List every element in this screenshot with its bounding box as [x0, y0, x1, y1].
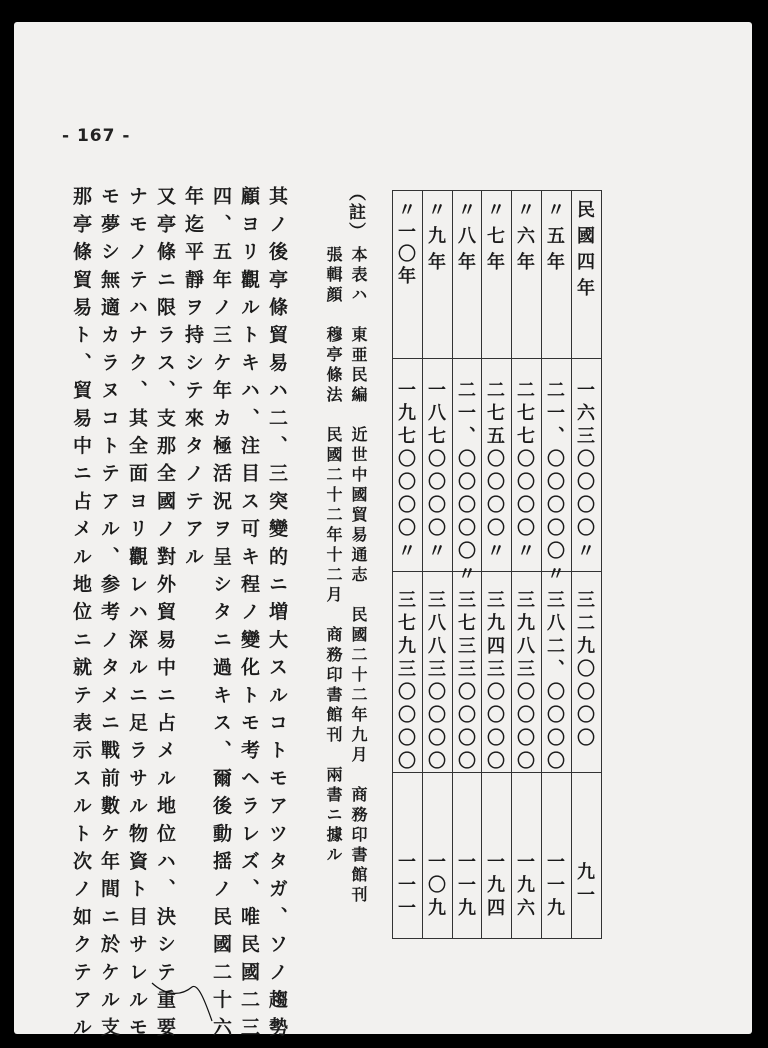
table-cell-value-a: 一八七〇〇〇〇〃 [425, 380, 446, 564]
ink-mark [150, 975, 230, 1025]
body-text-line: 年迄平靜ヲ持シテ來タノテアル [182, 186, 204, 574]
body-text-line: 其ノ後亭條貿易ハ二、三突變的ニ増大スルコトモアツタガ、ソノ趨勢 [266, 186, 288, 1045]
table-cell-year: 〃六年 [514, 200, 535, 278]
table-cell-value-b: 三九四三〇〇〇〇 [484, 590, 505, 774]
body-text-line: ナモノテハナク、其全面ヨリ觀レハ深ルニ足ラサル物資ト目サレルモ [126, 186, 148, 1045]
table-cell-value-c: 九一 [574, 862, 595, 908]
table-cell-value-a: 一九七〇〇〇〇〃 [395, 380, 416, 564]
table-cell-value-b: 三七三三〇〇〇〇 [455, 590, 476, 774]
table-cell-year: 〃九年 [425, 200, 446, 278]
body-text-line: 又亭條ニ限ラス、支那全國ノ對外貿易中ニ占メル地位ハ、決シテ重要 [154, 186, 176, 1045]
page-number: - 167 - [62, 126, 131, 146]
body-text-line: 顧ヨリ觀ルトキハ、注目ス可キ程ノ變化トモ考ヘラレズ、唯民國二三 [238, 186, 260, 1045]
body-text-line: モ夢シ無適カラヌコトテアル、参考ノタメニ戰前數ケ年間ニ於ケル支 [98, 186, 120, 1045]
table-cell-value-a: 二一、〇〇〇〇〇〃 [455, 380, 476, 587]
note-line: 張輯顔 穆亭條法 民國二十二年十二月 商務印書館刊 兩書ニ據ル [324, 246, 343, 866]
table-cell-value-a: 二七五〇〇〇〇〃 [484, 380, 505, 564]
table-cell-value-b: 三八八三〇〇〇〇 [425, 590, 446, 774]
table-cell-value-b: 三八二、〇〇〇〇 [544, 590, 565, 774]
table-cell-year: 〃八年 [455, 200, 476, 278]
note-line: 本表ハ 東亜民編 近世中國貿易通志 民國二十二年九月 商務印書館刊 [349, 246, 368, 906]
table-cell-year: 〃一〇年 [395, 200, 416, 288]
document-page [14, 22, 752, 1034]
table-cell-value-c: 一〇九 [425, 852, 446, 921]
table-cell-year: 民國四年 [574, 200, 595, 304]
table-cell-value-b: 三九八三〇〇〇〇 [514, 590, 535, 774]
table-cell-value-c: 一一九 [544, 852, 565, 921]
table-cell-year: 〃五年 [544, 200, 565, 278]
table-cell-value-b: 三七九三〇〇〇〇 [395, 590, 416, 774]
table-cell-value-b: 三二九〇〇〇〇 [574, 590, 595, 751]
table-cell-value-a: 一六三〇〇〇〇〃 [574, 380, 595, 564]
table-cell-year: 〃七年 [484, 200, 505, 278]
table-cell-value-a: 二一、〇〇〇〇〇〃 [544, 380, 565, 587]
body-text-line: 四、五年ノ三ケ年カ極活況ヲ呈シタニ過キス、爾後動揺ノ民國二十六 [210, 186, 232, 1045]
note-label: （註） [345, 184, 365, 241]
table-cell-value-c: 一一一 [395, 852, 416, 921]
body-text-line: 那亭條貿易ト、貿易中ニ占メル地位ニ就テ表示スルト次ノ如クテアル [70, 186, 92, 1045]
table-cell-value-a: 二七七〇〇〇〇〃 [514, 380, 535, 564]
table-cell-value-c: 一九六 [514, 852, 535, 921]
table-cell-value-c: 一九四 [484, 852, 505, 921]
table-cell-value-c: 一一九 [455, 852, 476, 921]
